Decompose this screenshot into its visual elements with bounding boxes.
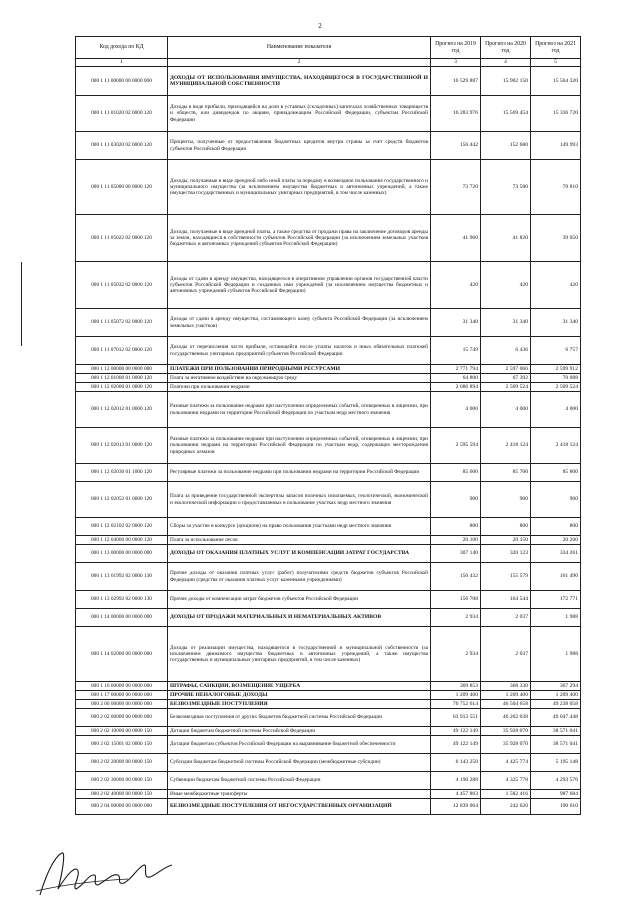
indicator-name: Доходы от сдачи в аренду имущества, находящегося в оперативном управлении органов государственной власти субъектов Российской Федерации и созданных ими учреждений (за исключением имущества бюджетных и автономных учреждений субъектов Российской Федерации) — [168, 262, 431, 309]
indicator-name: Доходы от перечисления части прибыли, остающейся после уплаты налогов и иных обязательных платежей государственных унитарных предприятий субъектов Российской Федерации — [168, 337, 431, 365]
table-row — [76, 536, 581, 545]
forecast-2020: 2 037 — [481, 627, 531, 682]
table-row — [76, 428, 581, 464]
table-row — [76, 799, 581, 815]
forecast-2019: 31 340 — [431, 309, 481, 337]
table-row — [76, 96, 581, 132]
revenue-code: 000 1 12 02052 01 0000 120 — [76, 482, 168, 518]
indicator-name: ПРОЧИЕ НЕНАЛОГОВЫЕ ДОХОДЫ — [168, 691, 431, 700]
forecast-2021: 367 294 — [531, 682, 581, 691]
forecast-2019: 73 720 — [431, 160, 481, 215]
table-row — [76, 790, 581, 799]
forecast-2020: 320 123 — [481, 545, 531, 563]
indicator-name: Проценты, полученные от предоставления бюджетных кредитов внутри страны за счет средств бюджетов субъектов Российской Федерации — [168, 132, 431, 160]
revenue-code: 000 1 12 02030 01 1000 120 — [76, 464, 168, 482]
forecast-2020: 2 597 066 — [481, 365, 531, 374]
forecast-2020: 242 620 — [481, 799, 531, 815]
table-row — [76, 709, 581, 727]
forecast-2020: 900 — [481, 482, 531, 518]
revenue-code: 000 1 13 02992 02 0000 130 — [76, 591, 168, 609]
forecast-2021: 149 993 — [531, 132, 581, 160]
forecast-2020: 67 392 — [481, 374, 531, 383]
revenue-code: 000 1 11 05000 00 0000 120 — [76, 160, 168, 215]
revenue-code: 000 1 14 00000 00 0000 000 — [76, 609, 168, 627]
forecast-2020: 164 544 — [481, 591, 531, 609]
indicator-name: Дотации бюджетам бюджетной системы Российской Федерации — [168, 727, 431, 736]
table-row — [76, 365, 581, 374]
forecast-2020: 420 — [481, 262, 531, 309]
indicator-name: ДОХОДЫ ОТ ОКАЗАНИЯ ПЛАТНЫХ УСЛУГ И КОМПЕНСАЦИИ ЗАТРАТ ГОСУДАРСТВА — [168, 545, 431, 563]
forecast-2019: 369 853 — [431, 682, 481, 691]
forecast-2021: 85 800 — [531, 464, 581, 482]
indicator-name: Субвенции бюджетам бюджетной системы Российской Федерации — [168, 772, 431, 790]
forecast-2021: 161 490 — [531, 563, 581, 591]
forecast-2021: 172 771 — [531, 591, 581, 609]
table-row — [76, 374, 581, 383]
forecast-2019: 4 457 863 — [431, 790, 481, 799]
indicator-name: Плата за негативное воздействие на окружающую среду — [168, 374, 431, 383]
table-row — [76, 262, 581, 309]
header-name: Наименование показателя — [168, 37, 431, 59]
forecast-2021: 70 810 — [531, 160, 581, 215]
revenue-code: 000 1 11 05022 02 0000 120 — [76, 215, 168, 262]
table-row — [76, 383, 581, 392]
indicator-name: Разовые платежи за пользование недрами при наступлении определенных событий, оговоренных в лицензии, при пользовании недрами на территории Российской Федерации по участкам недр местного значения — [168, 392, 431, 428]
indicator-name: ШТРАФЫ, САНКЦИИ, ВОЗМЕЩЕНИЕ УЩЕРБА — [168, 682, 431, 691]
table-row — [76, 545, 581, 563]
forecast-2021: 2 509 524 — [531, 383, 581, 392]
forecast-2021: 39 050 — [531, 215, 581, 262]
indicator-name: Плата за проведение государственной экспертизы запасов полезных ископаемых, геологической, экономической и экологической информации о предоставляемых в пользование участках недр местного значения — [168, 482, 431, 518]
forecast-2019: 16 529 887 — [431, 67, 481, 96]
revenue-code: 000 1 11 07012 02 0000 120 — [76, 337, 168, 365]
revenue-forecast-table — [75, 36, 581, 815]
forecast-2019: 156 708 — [431, 591, 481, 609]
indicator-name: Регулярные платежи за пользование недрами при пользовании недрами на территории Российской Федерации — [168, 464, 431, 482]
forecast-2020: 4 325 778 — [481, 772, 531, 790]
forecast-2021: 987 684 — [531, 790, 581, 799]
forecast-2021: 20 200 — [531, 536, 581, 545]
col-number: 4 — [481, 59, 531, 67]
handwritten-signature — [32, 845, 182, 905]
table-row — [76, 482, 581, 518]
revenue-code: 000 1 16 00000 00 0000 000 — [76, 682, 168, 691]
forecast-2019: 12 839 064 — [431, 799, 481, 815]
revenue-code: 000 2 02 00000 00 0000 000 — [76, 709, 168, 727]
forecast-2020: 1 209 400 — [481, 691, 531, 700]
indicator-name: Платежи при пользовании недрами — [168, 383, 431, 392]
forecast-2020: 6 436 — [481, 337, 531, 365]
forecast-2021: 38 571 041 — [531, 736, 581, 754]
header-2019: Прогноз на 2019 год — [431, 37, 481, 59]
forecast-2021: 4 293 576 — [531, 772, 581, 790]
forecast-2020: 2 418 124 — [481, 428, 531, 464]
col-number: 3 — [431, 59, 481, 67]
forecast-2019: 1 209 400 — [431, 691, 481, 700]
indicator-name: Доходы в виде прибыли, приходящейся на доли в уставных (складочных) капиталах хозяйственных товариществ и обществ, или дивидендов по акциям, принадлежащим Российской Федерации, субъектам Российской Федерации — [168, 96, 431, 132]
forecast-2019: 76 752 614 — [431, 700, 481, 709]
indicator-name: Дотации бюджетам субъектов Российской Федерации на выравнивание бюджетной обеспеченности — [168, 736, 431, 754]
forecast-2021: 15 564 320 — [531, 67, 581, 96]
table-row — [76, 160, 581, 215]
table-row — [76, 772, 581, 790]
revenue-code: 000 2 00 00000 00 0000 000 — [76, 700, 168, 709]
forecast-2020: 20 150 — [481, 536, 531, 545]
indicator-name: ДОХОДЫ ОТ ПРОДАЖИ МАТЕРИАЛЬНЫХ И НЕМАТЕРИАЛЬНЫХ АКТИВОВ — [168, 609, 431, 627]
forecast-2021: 1 988 — [531, 609, 581, 627]
revenue-code: 000 1 12 02012 01 0000 120 — [76, 392, 168, 428]
forecast-2019: 2 686 894 — [431, 383, 481, 392]
forecast-2020: 15 569 454 — [481, 96, 531, 132]
indicator-name: ПЛАТЕЖИ ПРИ ПОЛЬЗОВАНИИ ПРИРОДНЫМИ РЕСУРСАМИ — [168, 365, 431, 374]
indicator-name: Сборы за участие в конкурсе (аукционе) на право пользования участками недр местного значения — [168, 518, 431, 536]
indicator-name: Доходы от реализации имущества, находящегося в государственной и муниципальной собственности (за исключением движимого имущества бюджетных и автономных учреждений, а также имущества государственных и муниципальных унитарных предприятий, в том числе казенных) — [168, 627, 431, 682]
col-number: 1 — [76, 59, 168, 67]
table-row — [76, 464, 581, 482]
table-row — [76, 627, 581, 682]
forecast-2019: 150 432 — [431, 563, 481, 591]
table-row — [76, 337, 581, 365]
forecast-2021: 800 — [531, 518, 581, 536]
revenue-code: 000 2 02 10000 00 0000 150 — [76, 727, 168, 736]
forecast-2019: 2 934 — [431, 609, 481, 627]
forecast-2019: 4 000 — [431, 392, 481, 428]
forecast-2021: 1 988 — [531, 627, 581, 682]
table-row — [76, 700, 581, 709]
forecast-2021: 31 340 — [531, 309, 581, 337]
table-row — [76, 392, 581, 428]
table-row — [76, 518, 581, 536]
revenue-code: 000 1 14 02000 00 0000 000 — [76, 627, 168, 682]
forecast-2019: 2 934 — [431, 627, 481, 682]
table-row — [76, 736, 581, 754]
revenue-code: 000 1 12 02013 01 0000 120 — [76, 428, 168, 464]
revenue-code: 000 1 11 05072 02 0000 120 — [76, 309, 168, 337]
col-number: 5 — [531, 59, 581, 67]
table-row — [76, 591, 581, 609]
table-row — [76, 727, 581, 736]
forecast-2021: 49 238 058 — [531, 700, 581, 709]
table-header-row — [76, 37, 581, 59]
revenue-code: 000 1 11 01020 02 0000 120 — [76, 96, 168, 132]
indicator-name: Безвозмездные поступления от других бюджетов бюджетной системы Российской Федерации — [168, 709, 431, 727]
forecast-2019: 41 960 — [431, 215, 481, 262]
forecast-2019: 156 442 — [431, 132, 481, 160]
revenue-code: 000 1 12 02102 02 0000 120 — [76, 518, 168, 536]
forecast-2020: 35 928 070 — [481, 727, 531, 736]
table-row — [76, 682, 581, 691]
table-row — [76, 132, 581, 160]
forecast-2020: 73 580 — [481, 160, 531, 215]
indicator-name: Прочие доходы от компенсации затрат бюджетов субъектов Российской Федерации — [168, 591, 431, 609]
header-2021: Прогноз на 2021 год — [531, 37, 581, 59]
forecast-2021: 2 599 912 — [531, 365, 581, 374]
indicator-name: Доходы, получаемые в виде арендной либо иной платы за передачу в возмездное пользование государственного и муниципального имущества (за исключением имущества бюджетных и автономных учреждений, а также имущества государственных и муниципальных унитарных предприятий, в том числе казенных) — [168, 160, 431, 215]
forecast-2021: 5 195 148 — [531, 754, 581, 772]
revenue-code: 000 1 17 00000 00 0000 000 — [76, 691, 168, 700]
forecast-2019: 15 749 — [431, 337, 481, 365]
indicator-name: ДОХОДЫ ОТ ИСПОЛЬЗОВАНИЯ ИМУЩЕСТВА, НАХОДЯЩЕГОСЯ В ГОСУДАРСТВЕННОЙ И МУНИЦИПАЛЬНОЙ СОБСТВЕННОСТИ — [168, 67, 431, 96]
indicator-name: БЕЗВОЗМЕЗДНЫЕ ПОСТУПЛЕНИЯ ОТ НЕГОСУДАРСТВЕННЫХ ОРГАНИЗАЦИЙ — [168, 799, 431, 815]
forecast-2020: 368 330 — [481, 682, 531, 691]
table-row — [76, 563, 581, 591]
indicator-name: Разовые платежи за пользование недрами при наступлении определенных событий, оговоренных в лицензии, при пользовании недрами на территории Российской Федерации по участкам недр, содержащих месторождения природных алмазов — [168, 428, 431, 464]
forecast-2020: 4 425 774 — [481, 754, 531, 772]
forecast-2020: 85 700 — [481, 464, 531, 482]
forecast-2019: 85 600 — [431, 464, 481, 482]
forecast-2021: 1 209 400 — [531, 691, 581, 700]
forecast-2019: 2 595 594 — [431, 428, 481, 464]
forecast-2020: 35 928 070 — [481, 736, 531, 754]
forecast-2019: 800 — [431, 518, 481, 536]
revenue-code: 000 1 12 02000 01 0000 120 — [76, 383, 168, 392]
forecast-2020: 15 902 150 — [481, 67, 531, 96]
margin-line — [21, 262, 22, 346]
forecast-2021: 15 336 720 — [531, 96, 581, 132]
revenue-code: 000 2 02 20000 00 0000 150 — [76, 754, 168, 772]
forecast-2019: 63 913 551 — [431, 709, 481, 727]
forecast-2019: 420 — [431, 262, 481, 309]
forecast-2020: 31 340 — [481, 309, 531, 337]
forecast-2021: 190 610 — [531, 799, 581, 815]
forecast-2021: 4 000 — [531, 392, 581, 428]
forecast-2021: 6 757 — [531, 337, 581, 365]
forecast-2019: 16 283 976 — [431, 96, 481, 132]
forecast-2021: 49 047 448 — [531, 709, 581, 727]
forecast-2019: 64 800 — [431, 374, 481, 383]
forecast-2019: 20 100 — [431, 536, 481, 545]
forecast-2020: 1 582 416 — [481, 790, 531, 799]
forecast-2021: 70 088 — [531, 374, 581, 383]
revenue-code: 000 2 02 40000 00 0000 150 — [76, 790, 168, 799]
col-number: 2 — [168, 59, 431, 67]
forecast-2020: 46 504 658 — [481, 700, 531, 709]
column-number-row — [76, 59, 581, 67]
forecast-2021: 38 571 041 — [531, 727, 581, 736]
page-number: 2 — [318, 22, 322, 30]
forecast-2020: 800 — [481, 518, 531, 536]
revenue-code: 000 1 11 03020 02 0000 120 — [76, 132, 168, 160]
header-code: Код дохода по КД — [76, 37, 168, 59]
revenue-code: 000 2 02 15001 02 0000 150 — [76, 736, 168, 754]
forecast-2021: 900 — [531, 482, 581, 518]
forecast-2019: 4 190 288 — [431, 772, 481, 790]
revenue-code: 000 1 12 04000 00 0000 120 — [76, 536, 168, 545]
revenue-code: 000 2 02 30000 00 0000 150 — [76, 772, 168, 790]
forecast-2020: 155 579 — [481, 563, 531, 591]
table-row — [76, 754, 581, 772]
indicator-name: Доходы, получаемые в виде арендной платы, а также средства от продажи права на заключение договоров аренды за земли, находящиеся в собственности субъектов Российской Федерации (за исключением земельных участков бюджетных и автономных учреждений субъектов Российской Федерации) — [168, 215, 431, 262]
forecast-2021: 334 261 — [531, 545, 581, 563]
forecast-2019: 49 122 149 — [431, 736, 481, 754]
table-row — [76, 215, 581, 262]
forecast-2020: 46 262 038 — [481, 709, 531, 727]
forecast-2019: 307 140 — [431, 545, 481, 563]
forecast-2021: 2 418 124 — [531, 428, 581, 464]
revenue-code: 000 1 11 00000 00 0000 000 — [76, 67, 168, 96]
table-row — [76, 309, 581, 337]
forecast-2021: 420 — [531, 262, 581, 309]
forecast-2020: 2 037 — [481, 609, 531, 627]
header-2020: Прогноз на 2020 год — [481, 37, 531, 59]
table-row — [76, 67, 581, 96]
revenue-code: 000 1 11 05032 02 0000 120 — [76, 262, 168, 309]
forecast-2020: 2 509 524 — [481, 383, 531, 392]
table-row — [76, 691, 581, 700]
table-row — [76, 609, 581, 627]
indicator-name: Субсидии бюджетам бюджетной системы Российской Федерации (межбюджетные субсидии) — [168, 754, 431, 772]
forecast-2019: 6 143 250 — [431, 754, 481, 772]
indicator-name: БЕЗВОЗМЕЗДНЫЕ ПОСТУПЛЕНИЯ — [168, 700, 431, 709]
indicator-name: Доходы от сдачи в аренду имущества, составляющего казну субъекта Российской Федерации (за исключением земельных участков) — [168, 309, 431, 337]
revenue-code: 000 1 13 01992 02 0000 130 — [76, 563, 168, 591]
revenue-code: 000 1 13 00000 00 0000 000 — [76, 545, 168, 563]
revenue-code: 000 1 12 00000 00 0000 000 — [76, 365, 168, 374]
revenue-code: 000 1 12 01000 01 0000 120 — [76, 374, 168, 383]
revenue-code: 000 2 04 00000 00 0000 000 — [76, 799, 168, 815]
forecast-2019: 2 771 794 — [431, 365, 481, 374]
forecast-2020: 4 000 — [481, 392, 531, 428]
forecast-2020: 41 820 — [481, 215, 531, 262]
indicator-name: Плата за использование лесов — [168, 536, 431, 545]
indicator-name: Иные межбюджетные трансферты — [168, 790, 431, 799]
forecast-2019: 49 122 149 — [431, 727, 481, 736]
indicator-name: Прочие доходы от оказания платных услуг (работ) получателями средств бюджетов субъектов Российской Федерации (средства от оказания платных услуг казенными учреждениями) — [168, 563, 431, 591]
forecast-2019: 900 — [431, 482, 481, 518]
forecast-2020: 152 680 — [481, 132, 531, 160]
